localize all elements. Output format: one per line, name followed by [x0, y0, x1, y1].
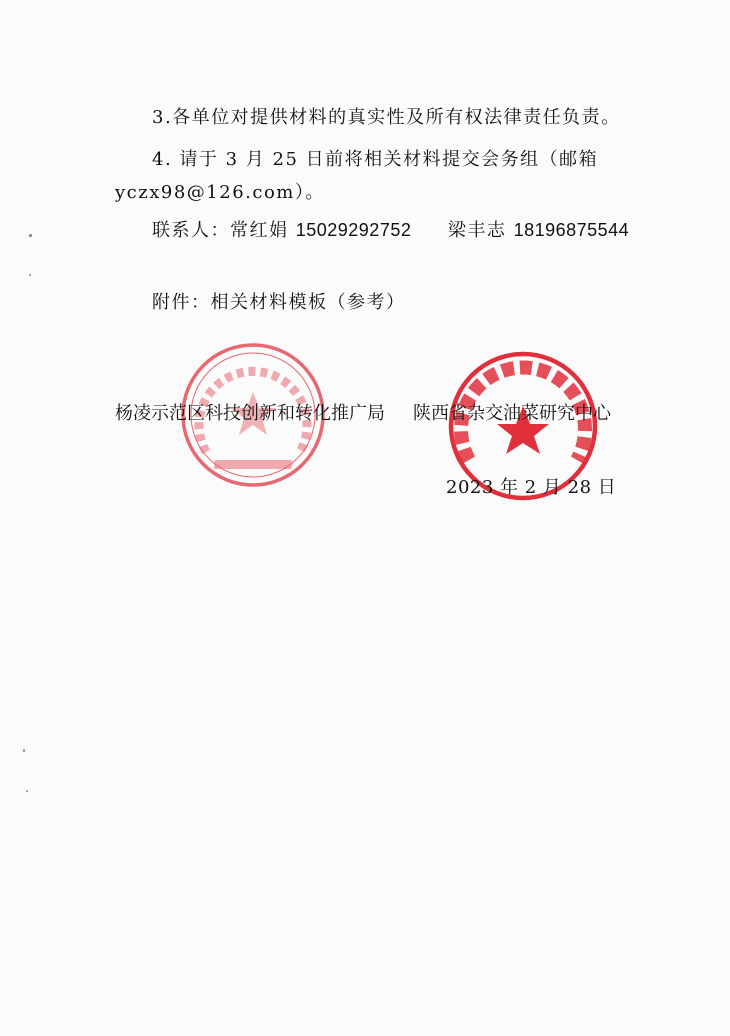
scan-speck — [26, 790, 28, 792]
item-4-text-line2: yczx98@126.com）。 — [115, 182, 325, 203]
scan-speck — [29, 274, 31, 276]
contact-line — [152, 218, 629, 243]
item-4-text-line1: 4. 请于 3 月 25 日前将相关材料提交会务组（邮箱 — [152, 149, 599, 170]
contact-person1-name: 常红娟 — [230, 220, 289, 241]
signature-date: 2023 年 2 月 28 日 — [446, 477, 617, 498]
signature-org-1: 杨凌示范区科技创新和转化推广局 — [115, 403, 385, 424]
signature-org-2: 陕西省杂交油菜研究中心 — [413, 403, 611, 424]
contact-person1-phone: 15029292752 — [295, 220, 412, 240]
scan-speck — [23, 749, 25, 752]
contact-person2-name: 梁丰志 — [447, 220, 507, 241]
contact-label: 联系人： — [152, 220, 230, 241]
attachment-line: 附件：相关材料模板（参考） — [152, 292, 406, 313]
contact-person2-phone: 18196875544 — [513, 220, 630, 240]
item-3-text: 3.各单位对提供材料的真实性及所有权法律责任负责。 — [152, 107, 621, 128]
scan-speck — [29, 234, 32, 237]
